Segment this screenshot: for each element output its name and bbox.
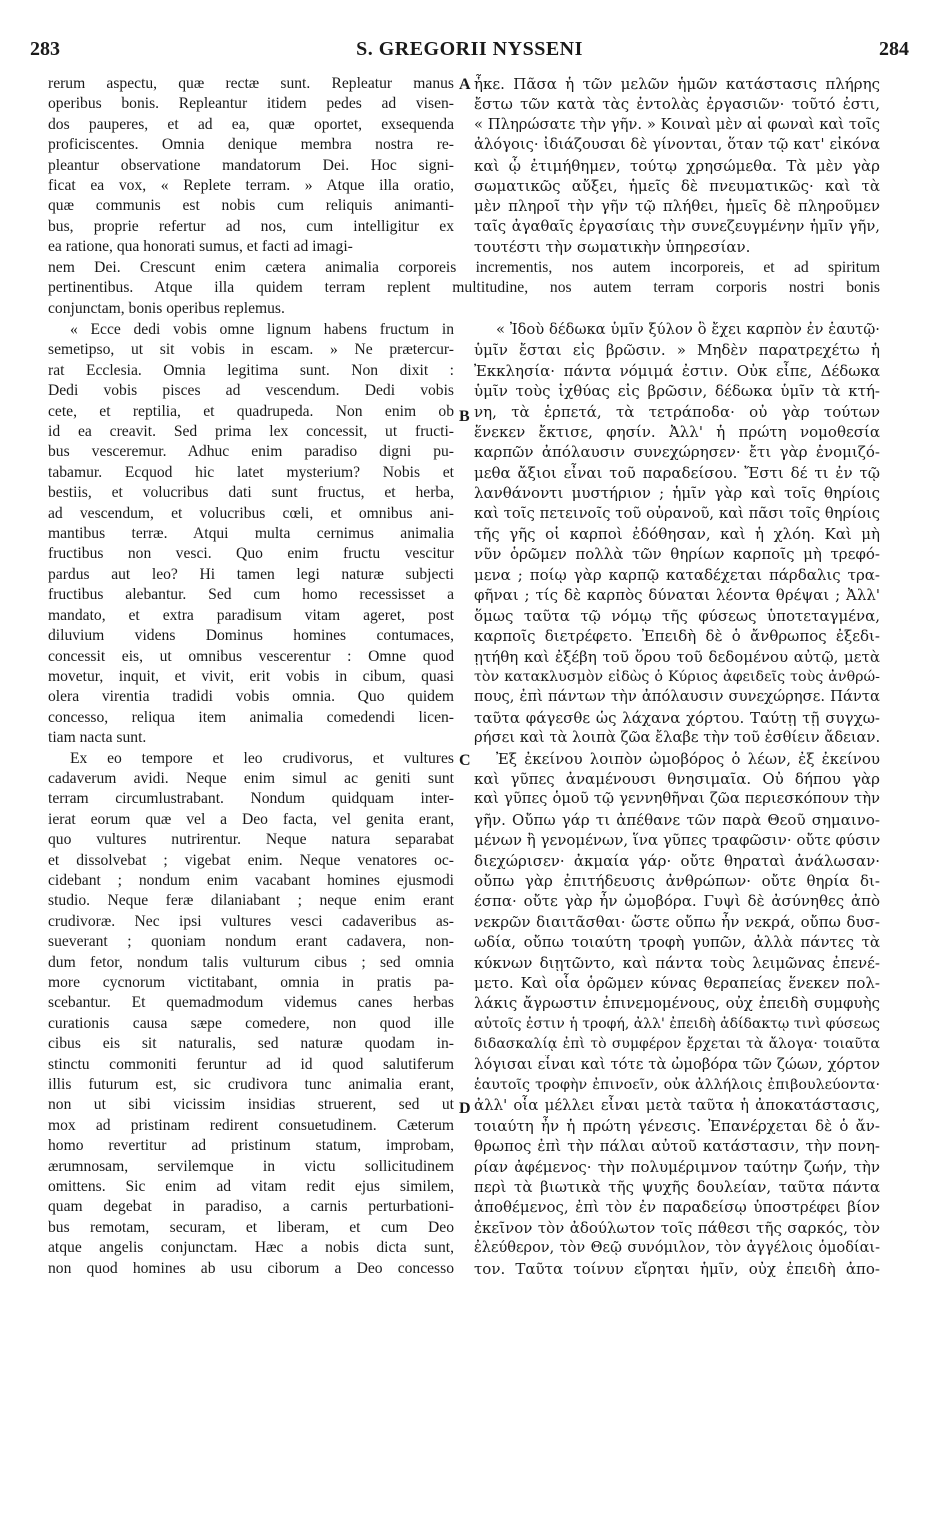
text-line: τῆς γῆς οἱ καρποὶ ἐδόθησαν, καὶ ἡ χλόη. Καὶ μὴ [474,525,880,544]
text-line: ὑμῖν τοὺς ἰχθύας εἰς βρῶσιν, δέδωκα ὑμῖν τὰ κτή- [474,382,880,401]
text-line: ἀλλ' οἷα μέλλει εἶναι μετὰ ταῦτα ἡ ἀποκατάστασις, [474,1096,880,1115]
text-line: πους, ἐπὶ πάντων τὴν ἀπόλαυσιν συνεχώρησε. Πάντα [474,688,880,706]
text-line: νῦν ὁρῶμεν πολλὰ τῶν θηρίων καρποῖς μὴ τρεφό- [474,545,880,564]
text-line: ἑαυτοῖς τροφὴν ἐπινοεῖν, οὐκ ἀλλήλοις ἐπιβουλεύοντα· [474,1077,880,1094]
text-line: ρήσει καὶ τὰ λοιπὰ ζῶα ἔλαβε τὴν τοῦ ἐσθίειν ἄδειαν. [474,729,880,747]
text-line: atque angelis conjunctam. Hæc a nobis dicta sunt, [48,1239,454,1257]
text-line: ἐκεῖνον τὸν ἀδούλωτον τοῖς πάθεσι τῆς σαρκός, τὸν [474,1218,880,1237]
text-line: non ut sibi vicissim insidias struerent, sed ut [48,1096,454,1114]
text-line: « Πληρώσατε τὴν γῆν. » Κοιναὶ μὲν αἱ φωναὶ καὶ τοῖς [474,115,880,133]
text-line: more cycnorum victitabant, omnia in pratis pa- [48,974,454,991]
text-line: « Ecce dedi vobis omne lignum habens fructum in [70,321,454,338]
text-line: τὸν κατακλυσμὸν εἰδὼς ὁ Κύριος ἀφειδεῖς τοὺς ἀνθρώ- [474,668,880,685]
margin-marker-c: C [459,752,471,769]
text-line: τον. Ταῦτα τοίνυν εἴρηται ἡμῖν, οὐχ ἐπειδὴ ἀπο- [474,1259,880,1278]
text-line: et dissolvebat ; vigebat enim. Neque venatores oc- [48,851,454,869]
text-line: καρποῖς διετρέφετο. Ἐπειδὴ δὲ ὁ ἄνθρωπος ἐξεδι- [474,627,880,646]
text-line: ὅμως ταῦτα τῷ νόμῳ τῆς φύσεως ὑποτεταγμένα, [474,606,880,625]
text-line: Ἐκκλησία· πάντα νόμιμά ἐστιν. Οὐκ εἶπε, Δέδωκα [474,361,880,380]
text-line: Dedi vobis pisces ad vescendum. Dedi vobis [48,382,454,400]
text-line: αὐτοῖς ἐστιν ἡ τροφή, ἀλλ' ἐπειδὴ ἀδίδακτῳ τινὶ φύσεως [474,1015,880,1032]
text-line: cadaverum avidi. Neque enim simul ac geniti sunt [48,769,454,787]
running-title: S. GREGORII NYSSENI [356,38,583,60]
page-number-right: 284 [879,38,909,60]
text-line: tabamur. Ecquod hic latet mysterium? Nobis et [48,463,454,481]
top-latin-column [48,74,454,258]
text-line: λάκις ἄγρωστιν ἐπινεμομένους, οὐχ ἐπειδὴ συμφυὴς [474,994,880,1013]
text-line: quæ communis est nobis cum reliquis animanti- [48,197,454,215]
text-line: mantibus terræ. Atqui multa cernimus animalia [48,525,454,543]
text-line: κύκνων διῃτῶντο, καὶ πάντα τοὺς λειμῶνας ἐπενέ- [474,953,880,972]
text-line: ἕνεκεν ἔκτισε, φησίν. Ἀλλ' ἡ πρώτη νομοθεσία [474,423,880,442]
text-line: ærumnosam, servilemque in victu sollicitudinem [48,1157,454,1175]
top-greek-column [474,74,880,258]
text-line: καὶ γῦπες ἀναμένουσι θνησιμαῖα. Οὐ δήπου γὰρ [474,769,880,788]
page-number-left: 283 [30,38,60,60]
text-line: tiam nacta sunt. [48,729,147,747]
right-greek-column [474,320,880,1279]
text-line: mandato, et extra paradisum vitam ageret, post [48,606,454,624]
left-latin-column [48,320,454,1279]
text-line: νεκρῶν διαιτᾶσθαι· ὥστε οὔπω ἦν νεκρά, οὔπω δυσ- [474,912,880,931]
text-line: Ἐξ ἐκείνου λοιπὸν ὠμοβόρος ὁ λέων, ἐξ ἐκείνου [496,749,880,768]
text-line: ἐλεύθερον, τὸν Θεῷ συνόμιλον, τὸν ἀγγέλοις ὁμοδίαι- [474,1240,880,1257]
text-line: ῃτήθη καὶ ἐξέβη τοῦ ὅρου τοῦ δεδομένου αὐτῷ, μετὰ [474,647,880,666]
text-line: crudivoræ. Nec ipsi vultures vesci cadaveribus as- [48,912,454,930]
text-line: curationis causa sæpe comedere, non quod ille [48,1014,454,1032]
text-line: fructibus non vesci. Quo enim fructu vescitur [48,545,454,563]
text-line: quam degebat in paradiso, a carnis perturbationi- [48,1198,454,1216]
text-line: θρωπος ἐπὶ τὴν πάλαι αὐτοῦ κατάστασιν, τὴν πονη- [474,1137,880,1156]
text-line: non quod homines ab usu ciborum a Deo concesso [48,1259,454,1277]
text-line: ωδία, οὔπω τοιαύτη τροφὴ γυπῶν, ἀλλὰ πάντες τὰ [474,933,880,952]
text-line: illis futurum est, sic crudivora tunc animalia erant, [48,1076,454,1094]
text-line: scebantur. Et quemadmodum videmus canes herbas [48,994,454,1012]
text-line: pleantur observatione mandatorum Dei. Hoc signi- [48,156,454,174]
text-line: semetipso, ut sit vobis in escam. » Ne prætercur- [48,341,454,359]
text-line: λόγισαι εἶναι καὶ τότε τὰ ὠμοβόρα τῶν ζώων, χόρτον [474,1055,880,1073]
text-line: τοιαύτη ἦν ἡ πρώτη γένεσις. Ἐπανέρχεται δὲ ὁ ἄν- [474,1116,880,1135]
text-line: fructibus alebantur. Sed cum homo recessisset a [48,586,454,604]
text-line: bestiis, et volucribus dati sunt fructus, et herba, [48,484,454,502]
running-header [30,38,909,64]
text-line: mox ad pristinam redirent consuetudinem. Cæterum [48,1116,454,1134]
text-line: dos pauperes, et ad ea, quæ oportet, exsequenda [48,115,454,133]
text-line: ea ratione, qua honorati sumus, et facti ad imagi- [48,238,353,256]
text-line: dum fetor, nondum talis vulturum cibus ; sed omnia [48,953,454,971]
margin-marker-d: D [459,1100,471,1117]
text-line: nem Dei. Crescunt enim cætera animalia corporeis incrementis, nos autem incorporeis, et ad spiritum [48,259,880,276]
text-line: Ex eo tempore et leo crudivorus, et vultures [70,749,454,767]
text-line: stinctu commoniti feruntur ad id quod salutiferum [48,1055,454,1073]
text-line: bus remotam, securam, et liberam, et cum Deo [48,1218,454,1236]
text-line: id ea creavit. Sed prima lex concessit, ut fructi- [48,423,454,441]
text-line: ρίαν ἀφέμενος· τὴν πολυμέριμνον ταύτην ζωήν, τὴν [474,1157,880,1176]
text-line: ἀποθέμενος, ἐπὶ τὸν ἐν παραδείσῳ ὑποστρέφει βίον [474,1198,880,1217]
text-line: γῆν. Οὔπω γάρ τι ἀπέθανε τῶν παρὰ Θεοῦ σημαινο- [474,810,880,829]
margin-marker-b: B [459,408,470,425]
text-line: ficat ea vox, « Replete terram. » Atque illa oratio, [48,177,454,195]
text-line: studio. Neque feræ dilaniabant ; neque enim erant [48,892,454,910]
text-line: conjunctam, bonis operibus replemus. [48,299,285,317]
text-line: διεχώρισεν· ἀκμαία γάρ· οὔτε θηραταὶ ἀνάλωσαν· [474,851,880,870]
text-line: proficiscentes. Omnia denique membra nostra re- [48,136,454,154]
text-line: μεθα ἄξιοι εἶναι τοῦ παραδείσου. Ἔστι δέ τι ἐν τῷ [474,463,880,482]
text-line: μετο. Καὶ οἷα ὁρῶμεν κύνας θεραπείας ἕνεκεν πολ- [474,974,880,992]
text-line: καὶ τοῖς πετεινοῖς τοῦ οὐρανοῦ, καὶ πᾶσι τοῖς θηρίοις [474,504,880,522]
text-line: ad vescendum, et volucribus cœli, et omnibus ani- [48,504,454,522]
text-line: terram circumlustrabant. Nondum quidquam inter- [48,790,454,808]
text-line: φῆναι ; τίς δὲ καρπὸς δύναται λέοντα θρέψαι ; Ἀλλ' [474,586,880,605]
text-line: ταῖς ἀγαθαῖς ἐργασίαις τὴν συνεζευγμένην ἡμῖν γῆν, [474,217,880,235]
text-line: περὶ τὰ βιωτικὰ τῆς ψυχῆς δουλείαν, ταῦτα πάντα [474,1178,880,1197]
text-line: olera virentia tradidi vobis omnia. Quo quidem [48,688,454,706]
text-line: ἔστω τῶν κατὰ τὰς ἐντολὰς ἐργασιῶν· τοῦτό ἐστι, [474,95,880,114]
text-line: concesso, reliqua item animalia comedendi licen- [48,708,454,726]
text-line: μὲν πληροῖ τὴν γῆν τῷ πλήθει, ἡμεῖς δὲ πληροῦμεν [474,197,880,216]
text-line: pardus aut leo? Hi tamen legi naturæ subjecti [48,565,454,583]
text-line: λανθάνοντι μυστήριον ; ἡμῖν γὰρ καὶ τοῖς θηρίοις [474,484,880,503]
text-line: concessit eis, ut omnibus vescerentur : Omne quod [48,647,454,665]
text-line: cidebant ; nondum enim vacabant homines ejusmodi [48,871,454,889]
text-line: rat Ecclesia. Omnia legitima sunt. Non dixit : [48,361,454,379]
text-line: διδασκαλίᾳ ἐπὶ τὸ συμφέρον ἔρχεται τὰ ἄλογα· τοιαῦτα [474,1036,880,1053]
text-line: ἧκε. Πᾶσα ἡ τῶν μελῶν ἡμῶν κατάστασις πλήρης [474,75,880,93]
text-line: sueverant ; quoniam nondum erant cadavera, non- [48,933,454,951]
text-line: cete, et reptilia, et quadrupeda. Non enim ob [48,402,454,420]
text-line: σωματικῶς αὔξει, ἡμεῖς δὲ πνευματικῶς· καὶ τὰ [474,177,880,196]
text-line: bus, proprie refertur ad nos, cum intelligitur ex [48,217,454,235]
text-line: quo vultures nutrirentur. Neque natura separabat [48,831,454,849]
text-line: τουτέστι τὴν σωματικὴν ὑπηρεσίαν. [474,238,751,257]
full-width-latin [48,258,880,319]
text-line: homo revertitur ad pristinum statum, improbam, [48,1137,454,1155]
text-line: καὶ γῦπες ὁμοῦ τῷ γεννηθῆναι ζῶα περιεσκόπουν τὴν [474,790,880,808]
margin-marker-a: A [459,76,471,93]
text-line: omittens. Sic enim ad vitam redit ejus similem, [48,1178,454,1196]
text-line: ierat eorum quæ vel a Deo facta, vel genita erant, [48,810,454,828]
text-line: movetur, inquit, et vivit, erit vobis in cibum, quasi [48,667,454,685]
text-line: καὶ ᾧ ἐτιμήθημεν, τούτῳ χρησώμεθα. Τὰ μὲν γὰρ [474,156,880,175]
text-line: ὑμῖν ἔσται εἰς βρῶσιν. » Μηδὲν παρατρεχέτω ἡ [474,341,880,360]
text-line: pertinentibus. Atque illa quidem terram replent multitudine, nos autem terram corporis nostri bonis [48,279,880,297]
text-line: έσπα· οὔτε γὰρ ἦν ὠμοβόρα. Γυψὶ δὲ ἀσύνηθες ἀπὸ [474,892,880,911]
text-line: « Ἰδοὺ δέδωκα ὑμῖν ξύλον ὃ ἔχει καρπὸν ἐν ἑαυτῷ· [496,321,880,338]
text-line: rerum aspectu, quæ rectæ sunt. Repleatur manus [48,75,454,92]
text-line: μενα ; ποίῳ γὰρ καρπῷ καταδέχεται πάρδαλις τρα- [474,565,880,584]
text-line: ἀλόγοις· ἰδιάζουσαι δὲ γίνονται, ὅταν τῷ κατ' εἰκόνα [474,136,880,154]
text-line: diluvium videns Dominus homines contumaces, [48,627,454,645]
text-line: μένων ἢ γενομένων, ἵνα γῦπες τραφῶσιν· οὔτε φύσιν [474,831,880,850]
text-line: bus vesceremur. Adhuc enim paradiso digni pu- [48,443,454,461]
text-line: ταῦτα φάγεσθε ὡς λάχανα χόρτου. Ταύτῃ τῇ συγχω- [474,708,880,727]
text-line: operibus bonis. Repleantur itidem pedes ad visen- [48,95,454,113]
text-line: νη, τὰ ἑρπετά, τὰ τετράποδα· οὐ γὰρ τούτων [474,402,880,421]
text-line: cibus eis sit naturalis, sed naturæ quodam in- [48,1035,454,1053]
text-line: καρπῶν ἀπόλαυσιν συνεχώρησεν· ἔτι γὰρ ἐνομιζό- [474,443,880,462]
text-line: οὔπω γὰρ ἐπιτήδευσις ἀνθρώπων· οὔτε θηρία δι- [474,871,880,890]
